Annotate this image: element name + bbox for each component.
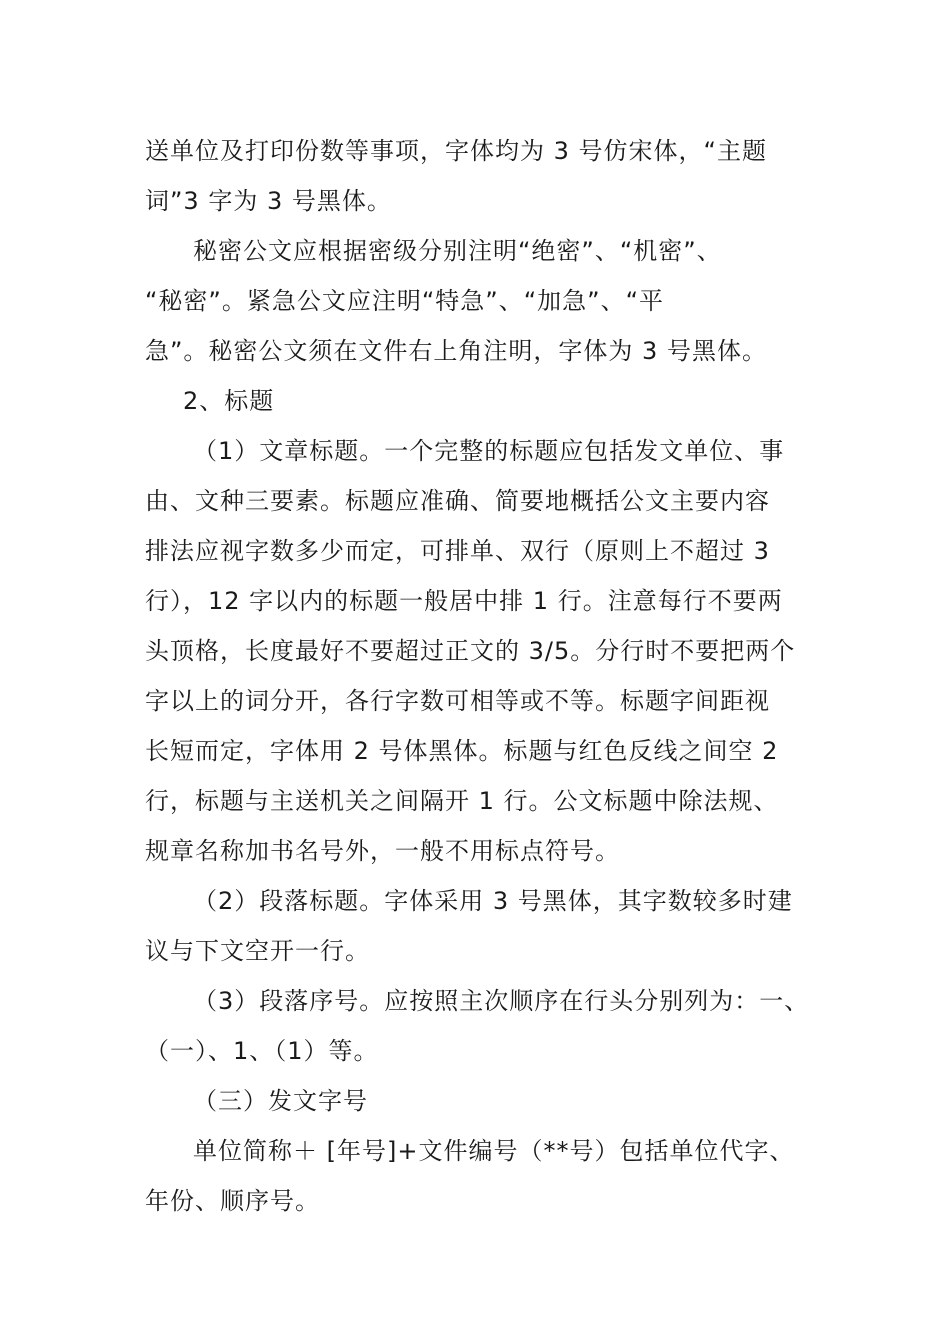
text-line: （3）段落序号。应按照主次顺序在行头分别列为：一、: [193, 987, 810, 1015]
section-heading: （三）发文字号: [193, 1087, 368, 1115]
text-line: “秘密”。紧急公文应注明“特急”、“加急”、“平: [145, 287, 665, 315]
text-line: 字以上的词分开，各行字数可相等或不等。标题字间距视: [145, 687, 770, 715]
text-line: 头顶格，长度最好不要超过正文的 3/5。分行时不要把两个: [145, 637, 796, 665]
text-line: 行），12 字以内的标题一般居中排 1 行。注意每行不要两: [145, 587, 783, 615]
section-heading: 2、标题: [183, 387, 275, 415]
text-line: 排法应视字数多少而定，可排单、双行（原则上不超过 3: [145, 537, 770, 565]
text-line: 词”3 字为 3 号黑体。: [145, 187, 392, 215]
text-line: 规章名称加书名号外，一般不用标点符号。: [145, 837, 620, 865]
text-line: （一）、1、（1）等。: [145, 1037, 379, 1065]
text-line: 长短而定，字体用 2 号体黑体。标题与红色反线之间空 2: [145, 737, 779, 765]
text-line: 年份、顺序号。: [145, 1187, 320, 1215]
text-line: 由、文种三要素。标题应准确、简要地概括公文主要内容: [145, 487, 770, 515]
text-line: （1）文章标题。一个完整的标题应包括发文单位、事: [193, 437, 785, 465]
text-line: 议与下文空开一行。: [145, 937, 370, 965]
text-line: （2）段落标题。字体采用 3 号黑体，其字数较多时建: [193, 887, 793, 915]
text-line: 送单位及打印份数等事项，字体均为 3 号仿宋体，“主题: [145, 137, 767, 165]
text-line: 行，标题与主送机关之间隔开 1 行。公文标题中除法规、: [145, 787, 779, 815]
text-line: 单位简称＋ [年号]+文件编号（**号）包括单位代字、: [193, 1137, 795, 1165]
text-line: 秘密公文应根据密级分别注明“绝密”、“机密”、: [193, 237, 722, 265]
text-line: 急”。秘密公文须在文件右上角注明，字体为 3 号黑体。: [145, 337, 767, 365]
